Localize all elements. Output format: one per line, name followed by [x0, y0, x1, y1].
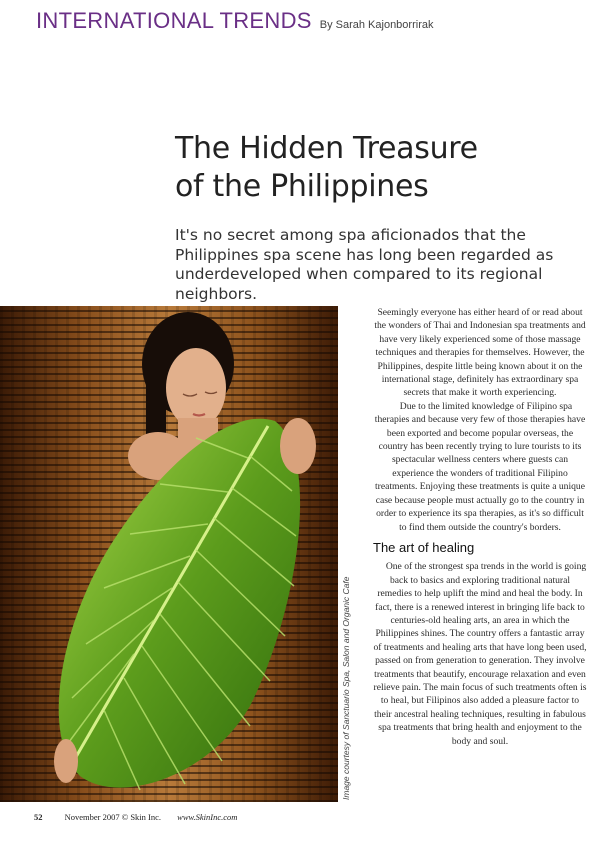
website-link[interactable]: www.SkinInc.com [177, 812, 238, 822]
article-photo [0, 306, 338, 802]
body-paragraph: One of the strongest spa trends in the world is going back to basics and exploring traditional natural remedies to help uplift the mind and heal the body. In fact, there is a renewed interest in bringing life back to centuries-old healing arts, an area in which the Philippines shines. The country offers a fantastic array of treatments and healing arts that have long been used, passed on from generation to generation. They involve treatments that beautify, encourage relaxation and even relieve pain. The main focus of such treatments often is to heal, but Filipinos also added a pleasure factor to their ancestral healing techniques, resulting in fabulous spa treatments that bring health and enjoyment to the body and soul. [373, 561, 587, 747]
photo-credit: Image courtesy of Sanctuario Spa, Salon and Organic Cafe [341, 576, 351, 800]
section-label: INTERNATIONAL TRENDS [36, 8, 312, 33]
title-line-2: of the Philippines [175, 169, 429, 204]
section-subhead: The art of healing [373, 539, 475, 555]
page-header [36, 8, 433, 34]
woman-with-leaf-illustration [0, 306, 338, 802]
byline: By Sarah Kajonborrirak [319, 19, 434, 31]
title-line-1: The Hidden Treasure [175, 131, 478, 166]
article-body [373, 306, 587, 748]
page-footer [34, 812, 237, 822]
publication-info: November 2007 © Skin Inc. [64, 812, 162, 822]
article-deck: It's no secret among spa aficionados that the Philippines spa scene has long been regarded as underdeveloped when compared to its regional neighbors. [175, 226, 554, 303]
article-title [175, 130, 478, 206]
body-paragraph: Seemingly everyone has either heard of or read about the wonders of Thai and Indonesian spa treatments and have very likely experienced some of those massage techniques and therapies for themselves. However, the Philippines, despite little being known about it on the international stage, definitely has extraordinary spa secrets that make it worth experiencing. [374, 307, 586, 399]
page-number: 52 [34, 812, 43, 822]
body-paragraph: Due to the limited knowledge of Filipino spa therapies and because very few of those therapies have been exported and become popular overseas, the country has been recently trying to lure tourists to its spectacular wellness centers where guests can experience the wonders of traditional Filipino treatments. Enjoying these treatments is quite a unique case because people must actually go to the country in order to experience its spa therapies, as it's so difficult to find them outside the country's borders. [374, 400, 586, 533]
